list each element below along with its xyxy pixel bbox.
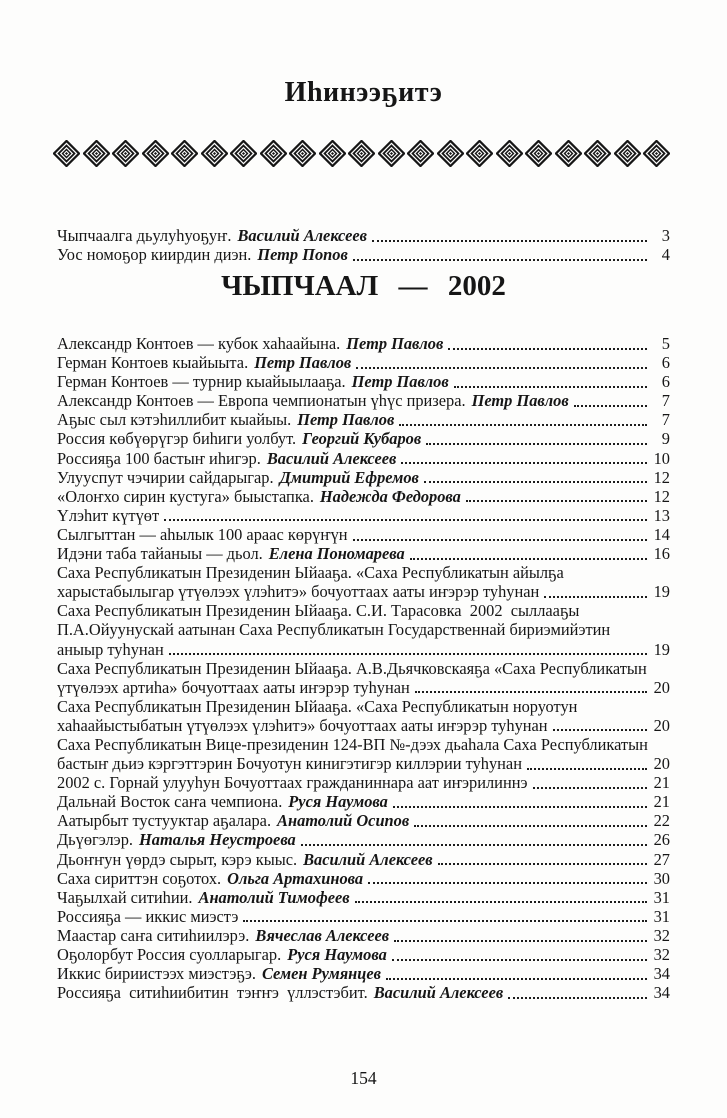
leader-dots: [169, 653, 647, 655]
diamond-ornament-icon: [407, 140, 434, 167]
toc-page-number: 21: [653, 773, 670, 793]
toc-entry: [57, 983, 670, 1002]
toc-page-number: 5: [661, 334, 670, 353]
toc-entry: [57, 964, 670, 983]
toc-page-number: 20: [653, 715, 670, 735]
toc-entry-row: [57, 907, 670, 926]
toc-page-number: 31: [653, 906, 670, 926]
leader-dots: [438, 863, 647, 865]
toc-entry: [57, 945, 670, 964]
toc-entry-title: «Олоҥхо сирин кустуга» быыстапка.: [57, 486, 314, 506]
toc-entry: [57, 869, 670, 888]
toc-page-number: 6: [661, 372, 670, 392]
toc-entry-row: [57, 640, 670, 659]
toc-entry-author: Анатолий Осипов: [277, 811, 410, 831]
toc-page-number: 7: [661, 391, 670, 411]
leader-dots: [448, 348, 647, 350]
toc-page-number: 9: [661, 429, 670, 449]
toc-entry: [57, 429, 670, 448]
toc-entry-author: Дмитрий Ефремов: [279, 467, 419, 487]
toc-entry: [57, 601, 670, 658]
toc-entry-row: [57, 487, 670, 506]
toc-entry: [57, 245, 670, 264]
diamond-ornament-icon: [348, 140, 375, 167]
leader-dots: [454, 386, 647, 388]
diamond-ornament-icon: [525, 140, 552, 167]
toc-entry-title: Россияҕа ситиһиибитин тэҥҥэ үллэстэбит.: [57, 983, 368, 1003]
leader-dots: [353, 539, 647, 541]
leader-dots: [393, 806, 647, 808]
toc-entry-title: Дальнай Восток саҥа чемпиона.: [57, 792, 283, 812]
toc-entry: [57, 830, 670, 849]
toc-entry-row: [57, 391, 670, 410]
toc-entry-line: П.А.Ойуунускай аатынан Саха Республикатын Государственнай бириэмийэтин: [57, 620, 611, 640]
toc-entry-row: [57, 525, 670, 544]
toc-entry: [57, 735, 670, 773]
toc-entry-author: Петр Павлов: [297, 410, 395, 430]
toc-entry: [57, 850, 670, 869]
toc-entry-title: Уос номоҕор киирдин диэн.: [57, 245, 252, 265]
leader-dots: [368, 882, 647, 884]
toc-entry-row: [57, 544, 670, 563]
diamond-ornament-icon: [53, 140, 80, 167]
toc-entry-row: [57, 716, 670, 735]
toc-page-number: 6: [661, 353, 670, 373]
toc-entry-author: Анатолий Тимофеев: [198, 887, 350, 907]
toc-entry-title: Иккис бириистээх миэстэҕэ.: [57, 964, 256, 984]
leader-dots: [355, 901, 647, 903]
diamond-ornament-icon: [112, 140, 139, 167]
toc-entry: [57, 449, 670, 468]
toc-page-number: 27: [653, 849, 670, 869]
toc-entry: [57, 659, 670, 697]
front-matter-list: [57, 226, 670, 264]
leader-dots: [394, 940, 647, 942]
toc-entry-row: [57, 245, 670, 264]
toc-entry-row: [57, 226, 670, 245]
toc-entry: [57, 468, 670, 487]
page-title: Иһинээҕитэ: [284, 77, 443, 108]
toc-entry-title: Үлэһит күтүөт: [57, 505, 160, 525]
diamond-ornament-icon: [142, 140, 169, 167]
leader-dots: [301, 844, 647, 846]
toc-page-number: 32: [653, 925, 670, 945]
leader-dots: [372, 240, 647, 242]
toc-entry: [57, 226, 670, 245]
toc-entry-row: [57, 811, 670, 830]
leader-dots: [410, 558, 647, 560]
toc-page-number: 13: [653, 505, 670, 525]
toc-page-number: 20: [653, 754, 670, 774]
leader-dots: [399, 424, 647, 426]
toc-entry-row: [57, 926, 670, 945]
toc-entry-author: Руся Наумова: [287, 945, 387, 964]
toc-entry-author: Георгий Кубаров: [302, 429, 422, 449]
toc-entry-author: Руся Наумова: [288, 792, 388, 812]
leader-dots: [426, 443, 647, 445]
toc-entry-title: Россия көбүөрүгэр биһиги уолбут.: [57, 429, 297, 449]
leader-dots: [553, 729, 647, 731]
toc-entry-title: Чаҕылхай ситиһии.: [57, 887, 193, 907]
toc-entry-row: [57, 678, 670, 697]
section-heading: ЧЫПЧААЛ — 2002: [221, 270, 506, 302]
diamond-ornament-icon: [378, 140, 405, 167]
toc-entry-author: Петр Павлов: [471, 391, 569, 411]
toc-page-number: 26: [653, 830, 670, 850]
toc-entry-title: бастыҥ дьиэ кэргэттэрин Бочуотун кинигэтигэр киллэрии туһунан: [57, 754, 522, 774]
leader-dots: [508, 997, 647, 999]
toc-entry-title: Саха сириттэн соҕотох.: [57, 868, 222, 888]
toc-entry-author: Петр Попов: [257, 245, 348, 265]
leader-dots: [401, 462, 647, 464]
diamond-ornament-icon: [230, 140, 257, 167]
toc-entry: [57, 391, 670, 410]
toc-entry-author: Вячеслав Алексеев: [255, 925, 390, 945]
toc-entry-author: Петр Павлов: [351, 372, 449, 392]
page-number: 154: [350, 1068, 377, 1088]
toc-entry: [57, 525, 670, 544]
toc-page-number: 20: [653, 677, 670, 697]
diamond-ornament-icon: [614, 140, 641, 167]
toc-entry-author: Василий Алексеев: [303, 849, 433, 869]
toc-page-number: 32: [653, 945, 670, 964]
leader-dots: [527, 768, 647, 770]
diamond-ornament-icon: [319, 140, 346, 167]
toc-entry-row: [57, 869, 670, 888]
diamond-ornament-icon: [584, 140, 611, 167]
toc-entry-line: Саха Республикатын Президенин Ыйааҕа. «Саха Республикатын норуотун: [57, 696, 578, 716]
toc-page-number: 22: [653, 811, 670, 831]
toc-entry: [57, 410, 670, 429]
diamond-ornament-icon: [201, 140, 228, 167]
diamond-ornament-icon: [260, 140, 287, 167]
toc-entry-row: [57, 372, 670, 391]
toc-entry: [57, 907, 670, 926]
toc-page-number: 30: [653, 868, 670, 888]
toc-entry-title: Россияҕа — иккис миэстэ: [57, 906, 239, 926]
diamond-ornament-icon: [496, 140, 523, 167]
toc-entry-title: Дьоҥҥун үөрдэ сырыт, кэрэ кыыс.: [57, 849, 298, 869]
leader-dots: [392, 959, 647, 961]
toc-entry-title: Оҕолорбут Россия суолларыгар.: [57, 945, 282, 964]
toc-entry-title: Герман Контоев кыайыыта.: [57, 353, 249, 373]
toc-entry: [57, 792, 670, 811]
toc-entry-line: Саха Республикатын Президенин Ыйааҕа. «Саха Республикатын айылҕа: [57, 563, 564, 583]
toc-entry-title: Улууспут чэчирии сайдарыгар.: [57, 467, 274, 487]
toc-entry-author: Василий Алексеев: [237, 226, 367, 245]
toc-entry-row: [57, 506, 670, 525]
toc-page-number: 34: [653, 964, 670, 984]
leader-dots: [386, 978, 647, 980]
toc-list: [57, 334, 670, 1002]
diamond-ornament-icon: [171, 140, 198, 167]
toc-entry-line: Саха Республикатын Президенин Ыйааҕа. С.И. Тарасовка 2002 сыллааҕы: [57, 601, 580, 621]
toc-entry-title: Дьүөгэлэр.: [57, 830, 134, 850]
toc-entry-title: хаһаайыстыбатын үтүөлээх үлэһитэ» бочуоттаах ааты иҥэрэр туһунан: [57, 715, 548, 735]
toc-entry-row: [57, 429, 670, 448]
toc-page-number: 7: [661, 410, 670, 430]
toc-entry: [57, 487, 670, 506]
toc-entry-author: Семен Румянцев: [261, 964, 381, 984]
toc-entry-author: Надежда Федорова: [319, 486, 461, 506]
toc-entry-row: [57, 945, 670, 964]
toc-entry: [57, 506, 670, 525]
ornament-band: [53, 139, 670, 167]
toc-entry-line: Саха Республикатын Президенин Ыйааҕа. А.В.Дьячковскаяҕа «Саха Республикатын: [57, 658, 647, 678]
toc-entry-row: [57, 773, 670, 792]
toc-entry-title: 2002 с. Горнай улууһун Бочуоттаах гражданиннара аат иҥэрилиннэ: [57, 773, 528, 793]
toc-page-number: 3: [661, 226, 670, 245]
toc-entry: [57, 697, 670, 735]
leader-dots: [353, 259, 647, 261]
toc-page-number: 21: [653, 792, 670, 812]
toc-entry-title: Сылгыттан — аһылык 100 араас көрүҥүн: [57, 524, 348, 544]
toc-page-number: 34: [653, 983, 670, 1003]
toc-entry-title: үтүөлээх артиһа» бочуоттаах ааты иҥэрэр туһунан: [57, 677, 410, 697]
leader-dots: [415, 691, 647, 693]
toc-page-number: 12: [653, 467, 670, 487]
toc-entry-row: [57, 754, 670, 773]
toc-page-number: 19: [653, 582, 670, 602]
toc-entry-row: [57, 983, 670, 1002]
toc-entry-title: Александр Контоев — Европа чемпионатын үһүс призера.: [57, 391, 466, 411]
toc-entry-title: аныыр туһунан: [57, 639, 164, 659]
diamond-ornament-icon: [643, 140, 670, 167]
toc-entry-row: [57, 888, 670, 907]
toc-entry-line: Саха Республикатын Вице-президенин 124-ВП №-дээх дьаһала Саха Республикатын: [57, 734, 648, 754]
toc-entry-title: Идэни таба тайаныы — дьол.: [57, 544, 263, 564]
leader-dots: [243, 920, 647, 922]
leader-dots: [356, 367, 647, 369]
toc-entry: [57, 563, 670, 601]
toc-page-number: 19: [653, 639, 670, 659]
toc-entry-row: [57, 449, 670, 468]
toc-entry-author: Елена Пономарева: [268, 544, 405, 564]
diamond-ornament-icon: [437, 140, 464, 167]
toc-entry-row: [57, 353, 670, 372]
leader-dots: [164, 519, 647, 521]
toc-page-number: 12: [653, 486, 670, 506]
toc-entry-row: [57, 850, 670, 869]
toc-entry-row: [57, 410, 670, 429]
toc-entry-title: Аатырбыт тустууктар аҕалара.: [57, 811, 272, 831]
toc-entry: [57, 811, 670, 830]
toc-entry: [57, 888, 670, 907]
toc-entry-row: [57, 792, 670, 811]
toc-page-number: 31: [653, 887, 670, 907]
toc-entry-title: харыстабылыгар үтүөлээх үлэһитэ» бочуоттаах ааты иҥэрэр туһунан: [57, 582, 540, 602]
leader-dots: [544, 596, 647, 598]
toc-entry-row: [57, 964, 670, 983]
diamond-ornament-icon: [83, 140, 110, 167]
toc-page-number: 10: [653, 448, 670, 468]
toc-entry-title: Маастар саҥа ситиһиилэрэ.: [57, 925, 250, 945]
toc-entry: [57, 353, 670, 372]
toc-page-number: 14: [653, 524, 670, 544]
toc-entry-author: Петр Павлов: [254, 353, 352, 373]
toc-entry-row: [57, 468, 670, 487]
toc-entry-title: Герман Контоев — турнир кыайыылааҕа.: [57, 372, 346, 392]
diamond-ornament-icon: [555, 140, 582, 167]
toc-entry-author: Наталья Неустроева: [139, 830, 296, 850]
toc-entry: [57, 372, 670, 391]
diamond-ornament-icon: [466, 140, 493, 167]
toc-page-number: 16: [653, 544, 670, 564]
leader-dots: [533, 787, 647, 789]
leader-dots: [574, 405, 647, 407]
toc-entry-title: Россияҕа 100 бастыҥ иһигэр.: [57, 448, 261, 468]
toc-entry: [57, 544, 670, 563]
toc-entry-author: Петр Павлов: [346, 334, 444, 353]
toc-entry-row: [57, 830, 670, 849]
toc-entry-row: [57, 334, 670, 353]
leader-dots: [424, 481, 647, 483]
toc-entry-row: [57, 582, 670, 601]
toc-entry: [57, 773, 670, 792]
diamond-ornament-icon: [289, 140, 316, 167]
toc-entry-author: Василий Алексеев: [266, 448, 397, 468]
toc-entry-author: Василий Алексеев: [373, 983, 504, 1003]
toc-entry: [57, 926, 670, 945]
toc-entry-title: Чыпчаалга дьулуһуоҕуҥ.: [57, 226, 232, 245]
leader-dots: [466, 500, 647, 502]
leader-dots: [414, 825, 647, 827]
toc-entry: [57, 334, 670, 353]
toc-entry-title: Аҕыс сыл кэтэһиллибит кыайыы.: [57, 410, 292, 430]
toc-page-number: 4: [661, 245, 670, 265]
toc-entry-title: Александр Контоев — кубок хаһаайына.: [57, 334, 341, 353]
toc-entry-author: Ольга Артахинова: [227, 868, 364, 888]
